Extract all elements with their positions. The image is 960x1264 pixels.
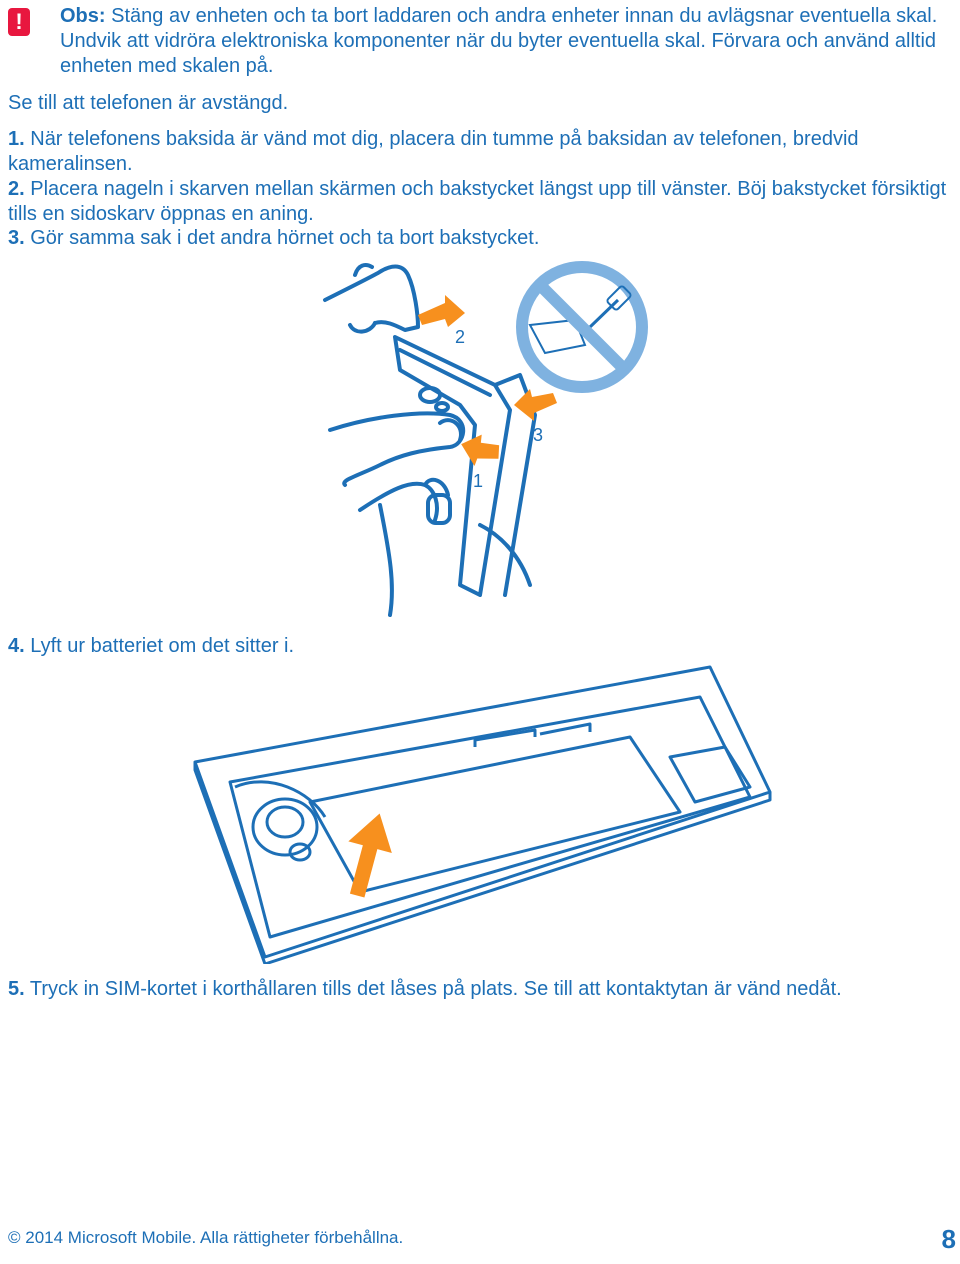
step-2	[8, 177, 953, 227]
step-5	[8, 977, 953, 1002]
step-text: Tryck in SIM-kortet i korthållaren tills det låses på plats. Se till att kontaktytan är vänd nedåt.	[24, 978, 842, 1000]
instruction-intro: Se till att telefonen är avstängd.	[8, 92, 289, 114]
step-number: 5.	[8, 978, 25, 1000]
callout-2: 2	[455, 327, 466, 347]
note-label: Obs:	[60, 5, 106, 27]
remove-cover-illustration	[300, 255, 680, 620]
step-text: Lyft ur batteriet om det sitter i.	[24, 635, 295, 657]
step-text: Gör samma sak i det andra hörnet och ta bort bakstycket.	[24, 227, 540, 249]
step-number: 4.	[8, 635, 25, 657]
page-number: 8	[941, 1224, 956, 1254]
note-text	[60, 4, 953, 79]
step-4	[8, 634, 953, 659]
note-body: Stäng av enheten och ta bort laddaren och andra enheter innan du avlägsnar eventuella skal. Undvik att vidröra elektroniska komponenter när du byter eventuella skal. Förvara och använd alltid enheten med skalen på.	[60, 5, 938, 77]
step-number: 3.	[8, 227, 25, 249]
step-text: Placera nageln i skarven mellan skärmen och bakstycket längst upp till vänster. Böj bakstycket försiktigt tills en sidoskarv öppnas en aning.	[8, 178, 947, 225]
warning-note	[8, 4, 953, 79]
step-text: När telefonens baksida är vänd mot dig, placera din tumme på baksidan av telefonen, bredvid kameralinsen.	[8, 128, 859, 175]
battery-removal-illustration	[190, 662, 780, 964]
step-1	[8, 127, 953, 177]
exclamation-icon: !	[8, 8, 30, 36]
step-3	[8, 226, 953, 251]
step-number: 1.	[8, 128, 25, 150]
no-tools-icon	[522, 267, 642, 387]
step-number: 2.	[8, 178, 25, 200]
copyright: © 2014 Microsoft Mobile. Alla rättigheter förbehållna.	[8, 1228, 404, 1247]
callout-1: 1	[473, 471, 484, 491]
callout-3: 3	[533, 425, 544, 445]
